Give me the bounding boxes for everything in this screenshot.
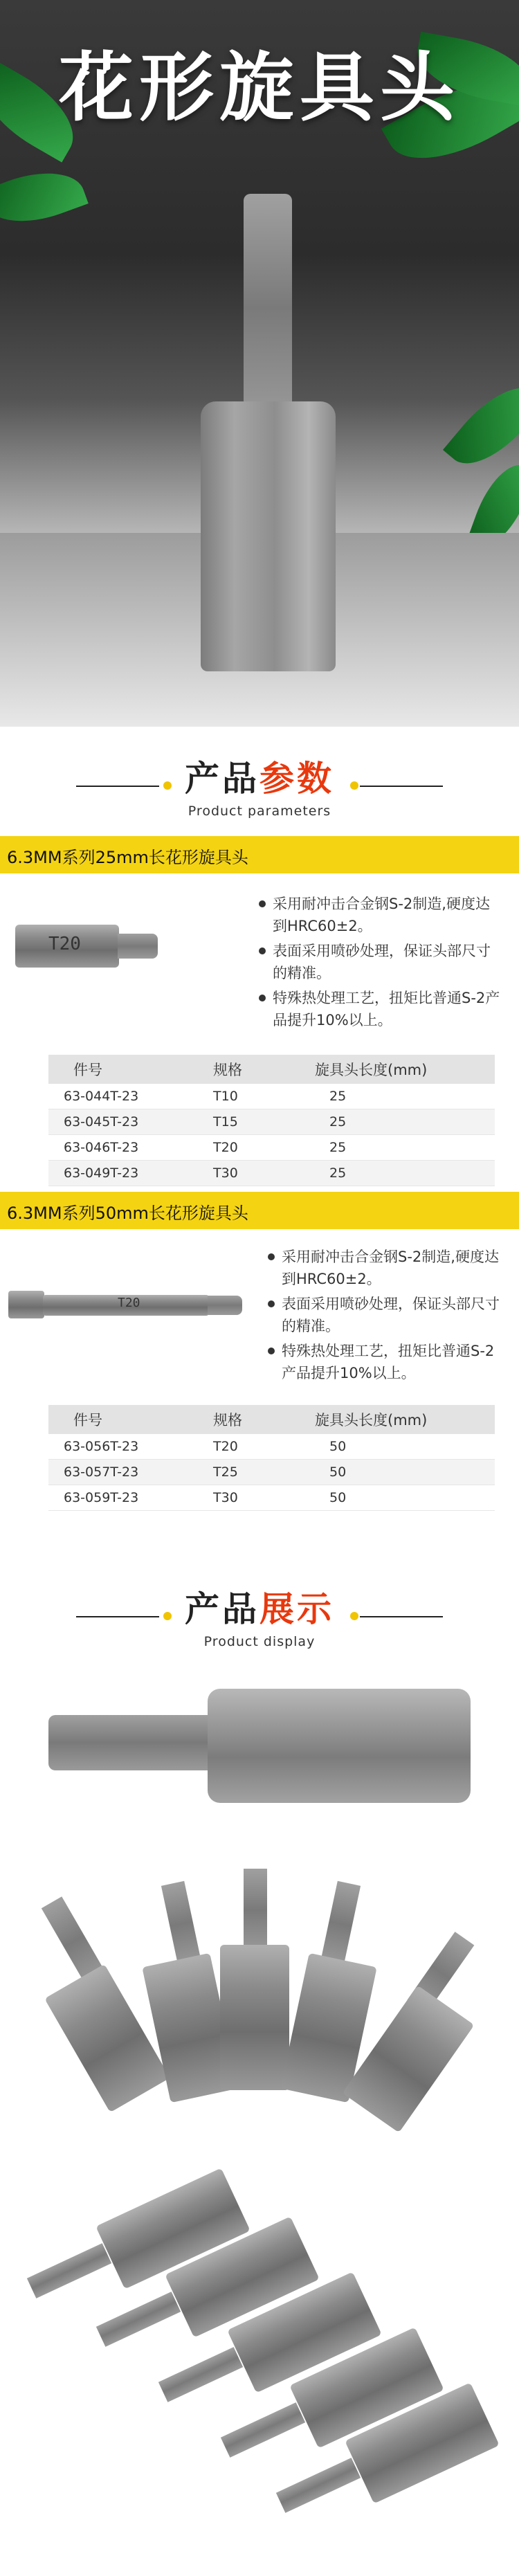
heading-rule — [76, 786, 159, 787]
series1-bar — [0, 836, 519, 873]
display-bit-body — [220, 1945, 289, 2090]
table-row — [48, 1161, 495, 1186]
cell: T20 — [212, 1135, 314, 1161]
col-header: 规格 — [212, 1055, 314, 1084]
bit-tip — [244, 194, 292, 422]
heading-rule — [360, 786, 443, 787]
col-header: 规格 — [212, 1405, 314, 1434]
cell: 25 — [314, 1161, 495, 1186]
cell: 63-049T-23 — [48, 1161, 212, 1186]
display-bit-tip — [27, 2243, 111, 2298]
params-title-accent: 参数 — [260, 759, 334, 799]
heading-dot — [350, 1612, 358, 1620]
series1-bit-tip — [118, 934, 158, 959]
display-bit-body — [208, 1689, 471, 1803]
heading-rule — [76, 1616, 159, 1617]
table-row — [48, 1485, 495, 1511]
table-row — [48, 1434, 495, 1460]
cell: 63-046T-23 — [48, 1135, 212, 1161]
bullet-item: 特殊热处理工艺，扭矩比普通S-2产品提升10%以上。 — [266, 1340, 505, 1384]
display-bit-tip — [96, 2292, 181, 2347]
cell: 63-059T-23 — [48, 1485, 212, 1511]
cell: T20 — [212, 1434, 314, 1460]
params-title-main: 产品 — [185, 759, 260, 799]
series2-bit-tip — [208, 1296, 242, 1315]
display-bit-tip — [320, 1881, 361, 1967]
col-header: 旋具头长度(mm) — [314, 1405, 495, 1434]
leaf-decoration — [0, 158, 89, 237]
display-bit-tip — [158, 2347, 243, 2402]
table-header-row — [48, 1055, 495, 1084]
bullet-item: 表面采用喷砂处理，保证头部尺寸的精准。 — [266, 1293, 505, 1337]
cell: 50 — [314, 1434, 495, 1460]
display-bit-tip — [221, 2402, 305, 2458]
table-row — [48, 1084, 495, 1109]
display-bit-tip — [244, 1869, 267, 1952]
display-bit-tip — [276, 2458, 361, 2513]
series2-bit-shank — [8, 1291, 44, 1318]
hero-title: 花形旋具头 — [58, 44, 460, 131]
table-header-row — [48, 1405, 495, 1434]
cell: 25 — [314, 1135, 495, 1161]
bullet-item: 采用耐冲击合金钢S-2制造,硬度达到HRC60±2。 — [257, 893, 503, 937]
display-bit-tip — [48, 1715, 221, 1770]
cell: T15 — [212, 1109, 314, 1135]
bullet-item: 特殊热处理工艺，扭矩比普通S-2产品提升10%以上。 — [257, 987, 503, 1031]
bit-hex-body — [201, 401, 336, 671]
display-subtitle: Product display — [203, 1634, 316, 1649]
bullet-item: 采用耐冲击合金钢S-2制造,硬度达到HRC60±2。 — [266, 1246, 505, 1290]
table-row — [48, 1460, 495, 1485]
series1-bullets — [257, 893, 503, 1034]
heading-dot — [163, 1612, 172, 1620]
col-header: 件号 — [48, 1405, 212, 1434]
table-row — [48, 1135, 495, 1161]
col-header: 件号 — [48, 1055, 212, 1084]
cell: 50 — [314, 1460, 495, 1485]
table-row — [48, 1109, 495, 1135]
hero-banner — [0, 0, 519, 727]
series2-heading: 6.3MM系列50mm长花形旋具头 — [7, 1204, 248, 1223]
series1-bit-marking: T20 — [48, 934, 81, 954]
cell: 63-045T-23 — [48, 1109, 212, 1135]
cell: 63-056T-23 — [48, 1434, 212, 1460]
cell: 63-044T-23 — [48, 1084, 212, 1109]
heading-dot — [163, 781, 172, 790]
display-title-accent: 展示 — [260, 1589, 334, 1629]
cell: 25 — [314, 1109, 495, 1135]
series1-heading: 6.3MM系列25mm长花形旋具头 — [7, 848, 248, 867]
series2-bullets — [266, 1246, 505, 1387]
cell: 63-057T-23 — [48, 1460, 212, 1485]
cell: T25 — [212, 1460, 314, 1485]
cell: T10 — [212, 1084, 314, 1109]
series2-spec-table — [48, 1405, 495, 1511]
display-title-main: 产品 — [185, 1589, 260, 1629]
cell: T30 — [212, 1161, 314, 1186]
leaf-decoration — [443, 370, 519, 481]
heading-rule — [360, 1616, 443, 1617]
col-header: 旋具头长度(mm) — [314, 1055, 495, 1084]
display-bit-tip — [161, 1881, 201, 1967]
display-heading — [0, 1581, 519, 1649]
cell: 25 — [314, 1084, 495, 1109]
params-subtitle: Product parameters — [188, 804, 331, 819]
series1-spec-table — [48, 1055, 495, 1212]
bullet-item: 表面采用喷砂处理，保证头部尺寸的精准。 — [257, 940, 503, 984]
series2-bar — [0, 1192, 519, 1229]
cell: T30 — [212, 1485, 314, 1511]
heading-dot — [350, 781, 358, 790]
params-heading — [0, 751, 519, 819]
cell: 50 — [314, 1485, 495, 1511]
series2-bit-marking: T20 — [118, 1296, 140, 1310]
